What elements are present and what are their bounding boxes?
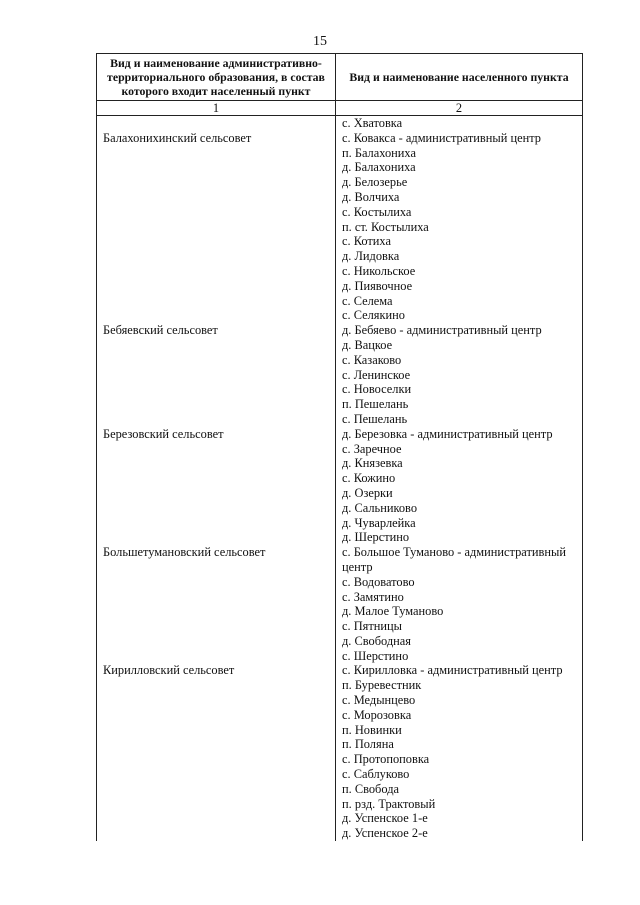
settlement-name: п. Буревестник — [342, 678, 422, 693]
district-name — [97, 752, 335, 767]
settlement-name: д. Озерки — [342, 485, 393, 500]
page-number: 15 — [313, 34, 327, 49]
settlement-name: с. Селякино — [342, 308, 405, 323]
settlement-name: с. Ленинское — [342, 367, 411, 382]
district-name — [97, 604, 335, 619]
settlement-name: д. Лидовка — [342, 249, 400, 264]
district-name — [97, 486, 335, 501]
settlement-name: с. Пятницы — [342, 619, 402, 634]
district-name — [97, 353, 335, 368]
settlement-name: центр — [342, 559, 373, 574]
district-name — [97, 368, 335, 383]
settlement-name: п. Свобода — [342, 781, 399, 796]
settlement-name: с. Кожино — [342, 471, 396, 486]
district-name — [97, 220, 335, 235]
settlement-name: д. Свободная — [342, 633, 412, 648]
district-name — [97, 811, 335, 826]
settlement-name: п. ст. Костылиха — [342, 219, 429, 234]
district-name: Большетумановский сельсовет — [103, 545, 266, 560]
settlement-name: д. Вацкое — [342, 337, 393, 352]
settlement-name: с. Никольское — [342, 263, 416, 278]
settlement-name: с. Медынцево — [342, 693, 416, 708]
district-name: Бебяевский сельсовет — [103, 323, 218, 338]
district-name — [97, 249, 335, 264]
column-number-2: 2 — [336, 101, 583, 116]
district-name — [97, 678, 335, 693]
settlement-name: п. Пешелань — [342, 397, 409, 412]
district-name — [97, 190, 335, 205]
district-name — [97, 279, 335, 294]
settlement-name: с. Пешелань — [342, 411, 408, 426]
district-name — [97, 693, 335, 708]
table-body-row — [97, 116, 583, 842]
district-name — [97, 397, 335, 412]
settlement-name: д. Пиявочное — [342, 278, 413, 293]
settlement-name: д. Успенское 1-е — [342, 811, 428, 826]
header-district: Вид и наименование административно-территориального образования, в состав которого входит населенный пункт — [97, 54, 336, 101]
district-name — [97, 294, 335, 309]
settlement-name: д. Шерстино — [342, 530, 410, 545]
district-name — [97, 619, 335, 634]
settlement-name: д. Чуварлейка — [342, 515, 416, 530]
settlement-name: с. Казаково — [342, 352, 402, 367]
settlement-column — [336, 116, 583, 842]
district-name — [97, 530, 335, 545]
settlement-name: с. Селема — [342, 293, 393, 308]
settlement-name: с. Замятино — [342, 589, 404, 604]
settlement-name: п. рзд. Трактовый — [342, 796, 436, 811]
district-name — [97, 516, 335, 531]
settlement-name: с. Морозовка — [342, 707, 412, 722]
district-name — [97, 826, 335, 841]
district-column — [97, 116, 336, 842]
district-name — [97, 382, 335, 397]
settlement-name: п. Новинки — [342, 722, 402, 737]
settlement-name: д. Волчиха — [342, 189, 400, 204]
settlement-name: с. Водоватово — [342, 574, 415, 589]
settlement-name: с. Костылиха — [342, 204, 412, 219]
settlement-name: д. Сальниково — [342, 500, 418, 515]
district-name — [97, 767, 335, 782]
district-name — [97, 471, 335, 486]
district-name — [97, 175, 335, 190]
settlement-name: д. Малое Туманово — [342, 604, 444, 619]
district-name — [97, 234, 335, 249]
settlement-name: д. Березовка - административный центр — [342, 426, 553, 441]
settlement-name: с. Протопоповка — [342, 752, 430, 767]
settlement-name: д. Белозерье — [342, 175, 408, 190]
district-name — [97, 116, 335, 131]
settlement-name: с. Ковакса - административный центр — [342, 130, 541, 145]
settlement-name: д. Князевка — [342, 456, 403, 471]
district-name — [97, 590, 335, 605]
settlement-name: с. Котиха — [342, 234, 391, 249]
district-name: Балахонихинский сельсовет — [103, 130, 252, 145]
settlement-name: д. Балахониха — [342, 160, 416, 175]
settlement-name: с. Большое Туманово - административный — [342, 545, 566, 560]
district-name — [97, 708, 335, 723]
settlement-name: с. Саблуково — [342, 767, 410, 782]
district-name — [97, 205, 335, 220]
district-name — [97, 160, 335, 175]
district-name — [97, 501, 335, 516]
table-header-row — [97, 54, 583, 101]
column-number-1: 1 — [97, 101, 336, 116]
district-name — [97, 782, 335, 797]
header-settlement: Вид и наименование населенного пункта — [336, 54, 583, 101]
district-name: Кирилловский сельсовет — [103, 663, 235, 678]
district-name — [97, 456, 335, 471]
district-name — [97, 649, 335, 664]
settlement-name: п. Поляна — [342, 737, 394, 752]
district-name — [97, 723, 335, 738]
district-name — [97, 338, 335, 353]
column-number-row — [97, 101, 583, 116]
settlement-name: п. Балахониха — [342, 145, 416, 160]
settlements-table — [96, 53, 583, 841]
district-name — [97, 634, 335, 649]
district-name — [97, 797, 335, 812]
district-name — [97, 737, 335, 752]
district-name — [97, 264, 335, 279]
settlement-name: с. Шерстино — [342, 648, 409, 663]
district-name — [97, 412, 335, 427]
district-name — [97, 560, 335, 575]
settlement-name: с. Кирилловка - административный центр — [342, 663, 563, 678]
district-name: Березовский сельсовет — [103, 426, 224, 441]
district-name — [97, 575, 335, 590]
settlement-name: с. Заречное — [342, 441, 402, 456]
settlement-name: с. Новоселки — [342, 382, 412, 397]
district-name — [97, 442, 335, 457]
settlement-name: д. Бебяево - административный центр — [342, 323, 542, 338]
settlement-name: д. Успенское 2-е — [342, 826, 428, 841]
district-name — [97, 308, 335, 323]
district-name — [97, 146, 335, 161]
settlement-name: с. Хватовка — [342, 116, 403, 130]
